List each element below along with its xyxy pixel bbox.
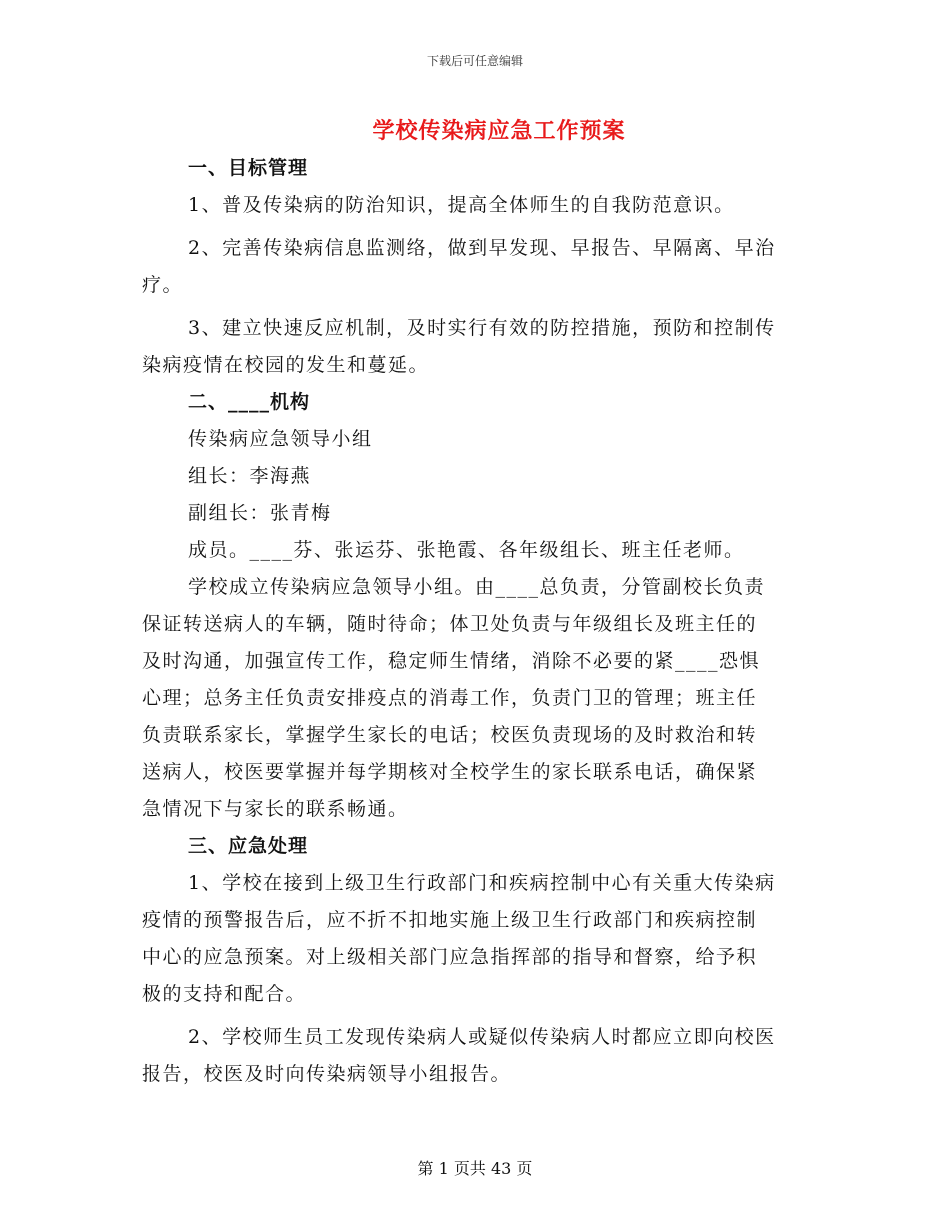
paragraph-line: 负责联系家长，掌握学生家长的电话；校医负责现场的及时救治和转	[142, 724, 758, 746]
paragraph-line: 心理；总务主任负责安排疫点的消毒工作，负责门卫的管理；班主任	[142, 687, 758, 709]
page-header-note: 下载后可任意编辑	[426, 54, 523, 68]
paragraph-line: 成员。____芬、张运芬、张艳霞、各年级组长、班主任老师。	[188, 539, 745, 561]
paragraph-line: 中心的应急预案。对上级相关部门应急指挥部的指导和督察，给予积	[142, 946, 758, 968]
paragraph-line: 2、学校师生员工发现传染病人或疑似传染病人时都应立即向校医	[188, 1026, 776, 1048]
heading-organization: 二、____机构	[188, 391, 311, 413]
paragraph-line: 1、学校在接到上级卫生行政部门和疾病控制中心有关重大传染病	[188, 872, 776, 894]
paragraph-line: 3、建立快速反应机制，及时实行有效的防控措施，预防和控制传	[188, 317, 776, 339]
paragraph-line: 副组长：张青梅	[188, 502, 332, 524]
paragraph-line: 学校成立传染病应急领导小组。由____总负责，分管副校长负责	[188, 576, 766, 598]
paragraph-line: 1、普及传染病的防治知识，提高全体师生的自我防范意识。	[188, 194, 735, 216]
paragraph-line: 急情况下与家长的联系畅通。	[142, 798, 409, 820]
paragraph-line: 及时沟通，加强宣传工作，稳定师生情绪，消除不必要的紧____恐惧	[142, 650, 761, 672]
paragraph-line: 极的支持和配合。	[142, 983, 307, 1005]
heading-goal-management: 一、目标管理	[188, 157, 309, 179]
paragraph-line: 2、完善传染病信息监测络，做到早发现、早报告、早隔离、早治	[188, 237, 776, 259]
document-body	[142, 150, 804, 1093]
paragraph-line: 组长：李海燕	[188, 465, 312, 487]
paragraph-line: 报告，校医及时向传染病领导小组报告。	[142, 1063, 512, 1085]
paragraph-line: 染病疫情在校园的发生和蔓延。	[142, 354, 430, 376]
paragraph-line: 送病人，校医要掌握并每学期核对全校学生的家长联系电话，确保紧	[142, 761, 758, 783]
paragraph-line: 疗。	[142, 274, 184, 296]
paragraph-line: 传染病应急领导小组	[188, 428, 373, 450]
page-footer-number: 第 1 页共 43 页	[417, 1159, 533, 1178]
document-title: 学校传染病应急工作预案	[372, 118, 626, 144]
heading-emergency-handling: 三、应急处理	[188, 835, 309, 857]
paragraph-line: 疫情的预警报告后，应不折不扣地实施上级卫生行政部门和疾病控制	[142, 909, 758, 931]
paragraph-line: 保证转送病人的车辆，随时待命；体卫处负责与年级组长及班主任的	[142, 613, 758, 635]
